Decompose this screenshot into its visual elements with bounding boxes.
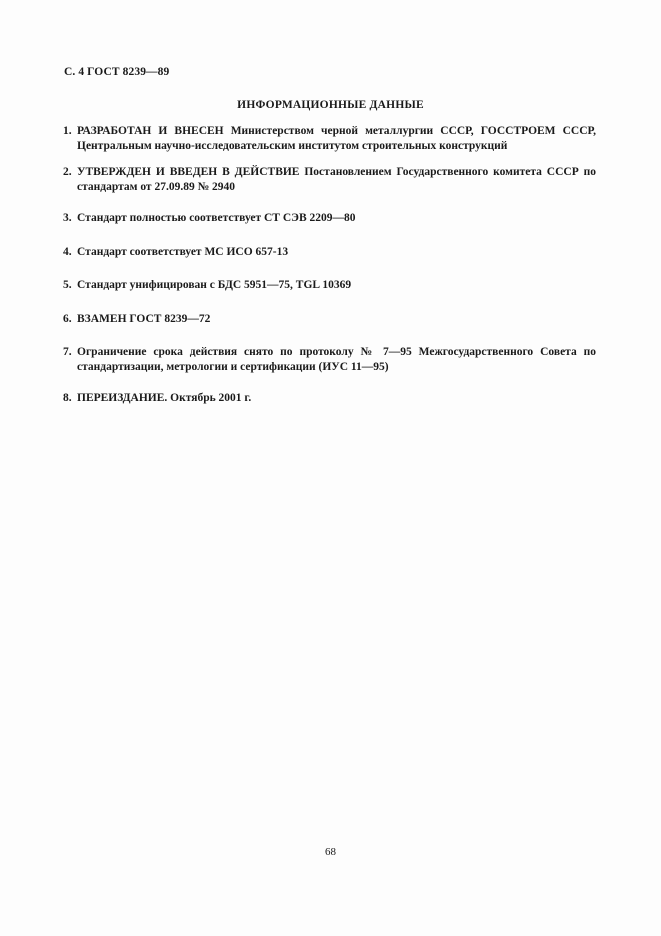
item-number: 3. <box>63 212 72 224</box>
item-text: Ограничение срока действия снято по протоколу № 7—95 Межгосударственного Совета по стандартизации, метрологии и сертификации (ИУС 11—95) <box>77 346 596 373</box>
item-text: Стандарт унифицирован с БДС 5951—75, TGL 10369 <box>77 279 352 291</box>
item-text: ПЕРЕИЗДАНИЕ. Октябрь 2001 г. <box>77 392 252 404</box>
item-number: 5. <box>63 279 72 291</box>
list-item <box>63 345 596 374</box>
item-number: 2. <box>63 166 72 178</box>
page-header: С. 4 ГОСТ 8239—89 <box>64 66 170 78</box>
list-item <box>63 211 596 226</box>
item-text: РАЗРАБОТАН И ВНЕСЕН Министерством черной металлургии СССР, ГОССТРОЕМ СССР, Центральным научно-исследовательским институтом строительных конструкций <box>77 125 596 152</box>
page-number: 68 <box>325 846 336 858</box>
list-item <box>63 391 596 406</box>
item-text: УТВЕРЖДЕН И ВВЕДЕН В ДЕЙСТВИЕ Постановлением Государственного комитета СССР по стандартам от 27.09.89 № 2940 <box>77 166 596 193</box>
list-item <box>63 312 596 327</box>
list-item <box>63 165 596 194</box>
info-list <box>63 124 596 406</box>
item-text: ВЗАМЕН ГОСТ 8239—72 <box>77 312 211 325</box>
item-number: 8. <box>63 392 72 404</box>
list-item <box>63 124 596 153</box>
list-item <box>63 245 596 260</box>
item-number: 6. <box>63 312 72 325</box>
item-text: Стандарт полностью соответствует СТ СЭВ 2209—80 <box>77 212 356 224</box>
item-number: 1. <box>63 125 72 137</box>
item-number: 4. <box>63 245 72 258</box>
list-item <box>63 278 596 293</box>
item-number: 7. <box>63 346 72 358</box>
section-title: ИНФОРМАЦИОННЫЕ ДАННЫЕ <box>237 99 424 111</box>
item-text: Стандарт соответствует МС ИСО 657-13 <box>77 245 289 258</box>
